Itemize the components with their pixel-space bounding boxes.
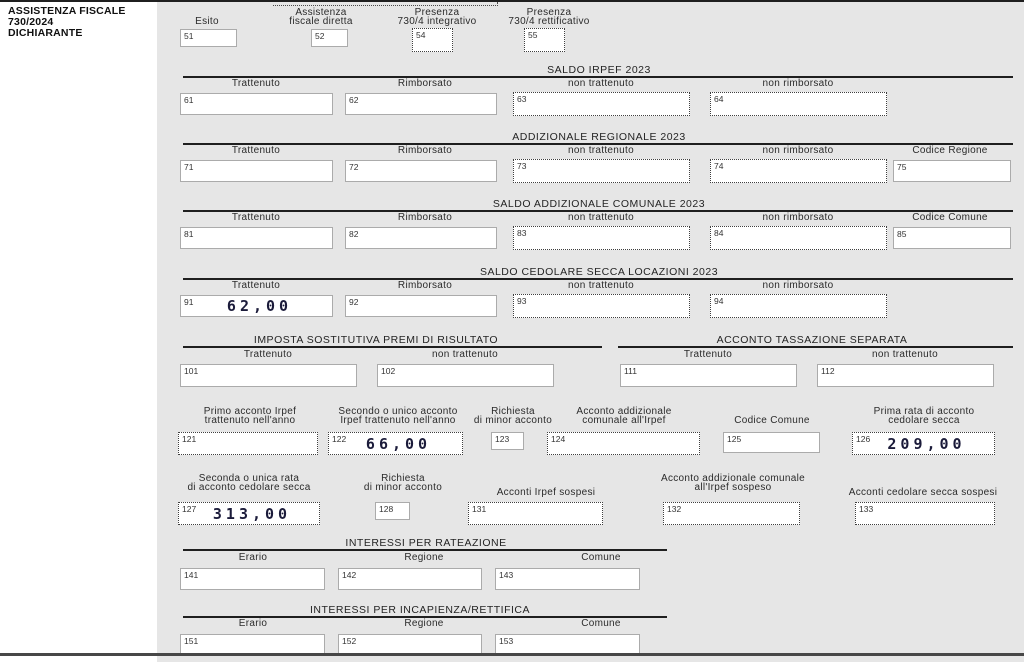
field-number: 131 <box>472 504 487 514</box>
field-label-75 <box>835 146 1024 155</box>
field-label-line: Acconto addizionale <box>576 406 672 417</box>
field-number: 84 <box>714 228 724 238</box>
field-number: 112 <box>821 366 835 376</box>
field-label-line: Codice Comune <box>912 212 988 223</box>
field-label-line: Presenza <box>526 7 572 18</box>
field-box-111[interactable] <box>620 364 797 387</box>
field-label-line: Acconto addizionale comunale <box>660 473 806 484</box>
field-number: 52 <box>315 31 325 41</box>
field-label-line: non trattenuto <box>568 212 634 223</box>
field-label-94 <box>683 281 913 290</box>
field-box-94[interactable] <box>710 294 887 318</box>
field-box-64[interactable] <box>710 92 887 116</box>
field-box-82[interactable] <box>345 227 497 249</box>
field-box-55[interactable] <box>524 28 565 52</box>
field-box-61[interactable] <box>180 93 333 115</box>
field-label-line: non trattenuto <box>568 145 634 156</box>
field-label-line: Assistenza <box>295 7 347 18</box>
field-label-153 <box>486 619 716 628</box>
field-label-line: Prima rata di acconto <box>873 406 975 417</box>
field-label-line: Comune <box>581 552 621 563</box>
field-box-127[interactable] <box>178 502 320 525</box>
field-label-line: Acconti Irpef sospesi <box>496 487 596 498</box>
field-label-line: Seconda o unica rata <box>198 473 300 484</box>
field-label-line: Regione <box>404 618 444 629</box>
field-label-line: Esito <box>195 16 219 27</box>
field-label-63 <box>486 79 716 88</box>
field-box-143[interactable] <box>495 568 640 590</box>
field-box-51[interactable] <box>180 29 237 47</box>
field-label-line: Regione <box>404 552 444 563</box>
field-label-line: cedolare secca <box>888 415 960 427</box>
field-box-102[interactable] <box>377 364 554 387</box>
field-label-126 <box>809 407 1024 426</box>
field-label-line: non trattenuto <box>568 280 634 291</box>
field-number: 71 <box>184 162 194 172</box>
field-label-line: all'Irpef sospeso <box>694 482 772 494</box>
field-label-line: Presenza <box>414 7 460 18</box>
field-label-line: di minor acconto <box>363 482 443 494</box>
field-box-131[interactable] <box>468 502 603 525</box>
field-box-128[interactable] <box>375 502 410 520</box>
field-number: 101 <box>184 366 199 376</box>
field-number: 141 <box>184 570 199 580</box>
field-value-127: 313,00 <box>212 505 292 523</box>
field-label-line: comunale all'Irpef <box>582 415 666 427</box>
field-label-line: Comune <box>581 618 621 629</box>
field-box-72[interactable] <box>345 160 497 182</box>
section-rule <box>183 549 667 551</box>
field-label-102 <box>350 350 580 359</box>
field-box-54[interactable] <box>412 28 453 52</box>
field-box-75[interactable] <box>893 160 1011 182</box>
section-title: SALDO IRPEF 2023 <box>547 64 651 76</box>
field-box-71[interactable] <box>180 160 333 182</box>
field-number: 133 <box>859 504 874 514</box>
field-label-line: Erario <box>238 552 268 563</box>
field-box-62[interactable] <box>345 93 497 115</box>
field-label-133 <box>808 488 1024 497</box>
field-number: 83 <box>517 228 527 238</box>
field-box-133[interactable] <box>855 502 995 525</box>
field-box-126[interactable] <box>852 432 995 455</box>
field-number: 126 <box>856 434 871 444</box>
section-title: SALDO ADDIZIONALE COMUNALE 2023 <box>492 198 706 210</box>
field-box-142[interactable] <box>338 568 482 590</box>
field-number: 62 <box>349 95 359 105</box>
field-number: 94 <box>714 296 724 306</box>
field-label-line: Trattenuto <box>231 212 281 223</box>
field-box-91[interactable] <box>180 295 333 317</box>
field-box-73[interactable] <box>513 159 690 183</box>
field-number: 128 <box>379 504 394 514</box>
sidebar-title-line: ASSISTENZA FISCALE <box>8 5 126 17</box>
field-number: 61 <box>184 95 194 105</box>
field-label-83 <box>486 213 716 222</box>
field-number: 102 <box>381 366 396 376</box>
field-label-111 <box>593 350 823 359</box>
field-number: 152 <box>342 636 357 646</box>
field-label-line: Richiesta <box>381 473 425 484</box>
field-label-line: non trattenuto <box>568 78 634 89</box>
field-number: 73 <box>517 161 527 171</box>
field-box-92[interactable] <box>345 295 497 317</box>
field-label-line: Trattenuto <box>231 78 281 89</box>
field-label-line: Irpef trattenuto nell'anno <box>340 415 456 427</box>
section-title: ACCONTO TASSAZIONE SEPARATA <box>716 334 908 346</box>
field-number: 85 <box>897 229 907 239</box>
field-box-132[interactable] <box>663 502 800 525</box>
field-number: 92 <box>349 297 359 307</box>
field-label-line: di acconto cedolare secca <box>187 482 311 494</box>
field-box-93[interactable] <box>513 294 690 318</box>
field-box-121[interactable] <box>178 432 318 455</box>
field-number: 81 <box>184 229 194 239</box>
field-number: 91 <box>184 297 194 307</box>
field-value-126: 209,00 <box>887 435 966 453</box>
section-title: IMPOSTA SOSTITUTIVA PREMI DI RISULTATO <box>253 334 499 346</box>
field-label-line: Rimborsato <box>397 145 453 156</box>
field-number: 72 <box>349 162 359 172</box>
field-label-line: Richiesta <box>491 406 535 417</box>
field-number: 93 <box>517 296 527 306</box>
section-title: SALDO CEDOLARE SECCA LOCAZIONI 2023 <box>479 266 719 278</box>
field-box-122[interactable] <box>328 432 463 455</box>
field-box-112[interactable] <box>817 364 994 387</box>
field-box-85[interactable] <box>893 227 1011 249</box>
field-label-line: non rimborsato <box>762 212 834 223</box>
sidebar-title-line: 730/2024 <box>8 16 54 28</box>
field-label-line: Secondo o unico acconto <box>338 406 458 417</box>
field-label-line: Primo acconto Irpef <box>203 406 297 417</box>
field-number: 75 <box>897 162 907 172</box>
field-label-143 <box>486 553 716 562</box>
field-label-line: Acconti cedolare secca sospesi <box>848 487 998 498</box>
field-value-122: 66,00 <box>365 435 432 453</box>
field-box-83[interactable] <box>513 226 690 250</box>
field-label-line: Codice Comune <box>734 415 810 426</box>
field-label-line: 730/4 integrativo <box>397 16 477 28</box>
field-label-line: Trattenuto <box>243 349 293 360</box>
field-box-101[interactable] <box>180 364 357 387</box>
field-number: 55 <box>528 30 538 40</box>
field-number: 51 <box>184 31 194 41</box>
field-box-125[interactable] <box>723 432 820 453</box>
field-label-73 <box>486 146 716 155</box>
field-number: 121 <box>182 434 197 444</box>
field-label-101 <box>153 350 383 359</box>
bottom-divider-rule <box>0 653 1024 656</box>
field-label-line: 730/4 rettificativo <box>508 16 590 28</box>
field-label-line: non rimborsato <box>762 145 834 156</box>
field-number: 64 <box>714 94 724 104</box>
field-box-81[interactable] <box>180 227 333 249</box>
field-label-line: Codice Regione <box>912 145 988 156</box>
field-number: 122 <box>332 434 347 444</box>
section-title: INTERESSI PER RATEAZIONE <box>345 537 507 549</box>
section-rule <box>183 346 602 348</box>
field-label-line: Trattenuto <box>683 349 733 360</box>
field-label-64 <box>683 79 913 88</box>
field-number: 111 <box>624 366 637 376</box>
field-number: 54 <box>416 30 426 40</box>
field-label-55 <box>434 8 664 27</box>
field-label-85 <box>835 213 1024 222</box>
field-label-line: non rimborsato <box>762 78 834 89</box>
field-number: 153 <box>499 636 514 646</box>
field-number: 74 <box>714 161 724 171</box>
section-title: INTERESSI PER INCAPIENZA/RETTIFICA <box>309 604 531 616</box>
section-rule <box>618 346 1013 348</box>
field-label-line: non trattenuto <box>432 349 498 360</box>
field-box-52[interactable] <box>311 29 348 47</box>
field-label-line: Rimborsato <box>397 78 453 89</box>
field-box-123[interactable] <box>491 432 524 450</box>
top-divider-rule <box>0 0 1024 2</box>
field-label-line: non rimborsato <box>762 280 834 291</box>
field-label-line: Rimborsato <box>397 280 453 291</box>
field-label-line: Trattenuto <box>231 280 281 291</box>
field-box-141[interactable] <box>180 568 325 590</box>
field-box-124[interactable] <box>547 432 700 455</box>
field-number: 63 <box>517 94 527 104</box>
field-number: 143 <box>499 570 514 580</box>
field-number: 123 <box>495 434 510 444</box>
field-number: 151 <box>184 636 199 646</box>
field-box-84[interactable] <box>710 226 887 250</box>
field-label-line: di minor acconto <box>473 415 553 427</box>
field-number: 142 <box>342 570 357 580</box>
field-value-91: 62,00 <box>226 297 293 315</box>
field-label-93 <box>486 281 716 290</box>
previous-section-edge-fragment <box>273 2 498 6</box>
section-title: ADDIZIONALE REGIONALE 2023 <box>512 131 686 143</box>
field-label-line: fiscale diretta <box>289 16 353 28</box>
field-label-line: Trattenuto <box>231 145 281 156</box>
field-number: 132 <box>667 504 682 514</box>
field-number: 125 <box>727 434 742 444</box>
field-label-112 <box>790 350 1020 359</box>
field-label-line: non trattenuto <box>872 349 938 360</box>
sidebar-title-line: DICHIARANTE <box>8 27 83 39</box>
field-box-74[interactable] <box>710 159 887 183</box>
field-number: 124 <box>551 434 566 444</box>
field-label-line: trattenuto nell'anno <box>204 415 296 427</box>
field-label-line: Rimborsato <box>397 212 453 223</box>
field-number: 127 <box>182 504 197 514</box>
field-label-line: Erario <box>238 618 268 629</box>
field-box-63[interactable] <box>513 92 690 116</box>
field-number: 82 <box>349 229 359 239</box>
